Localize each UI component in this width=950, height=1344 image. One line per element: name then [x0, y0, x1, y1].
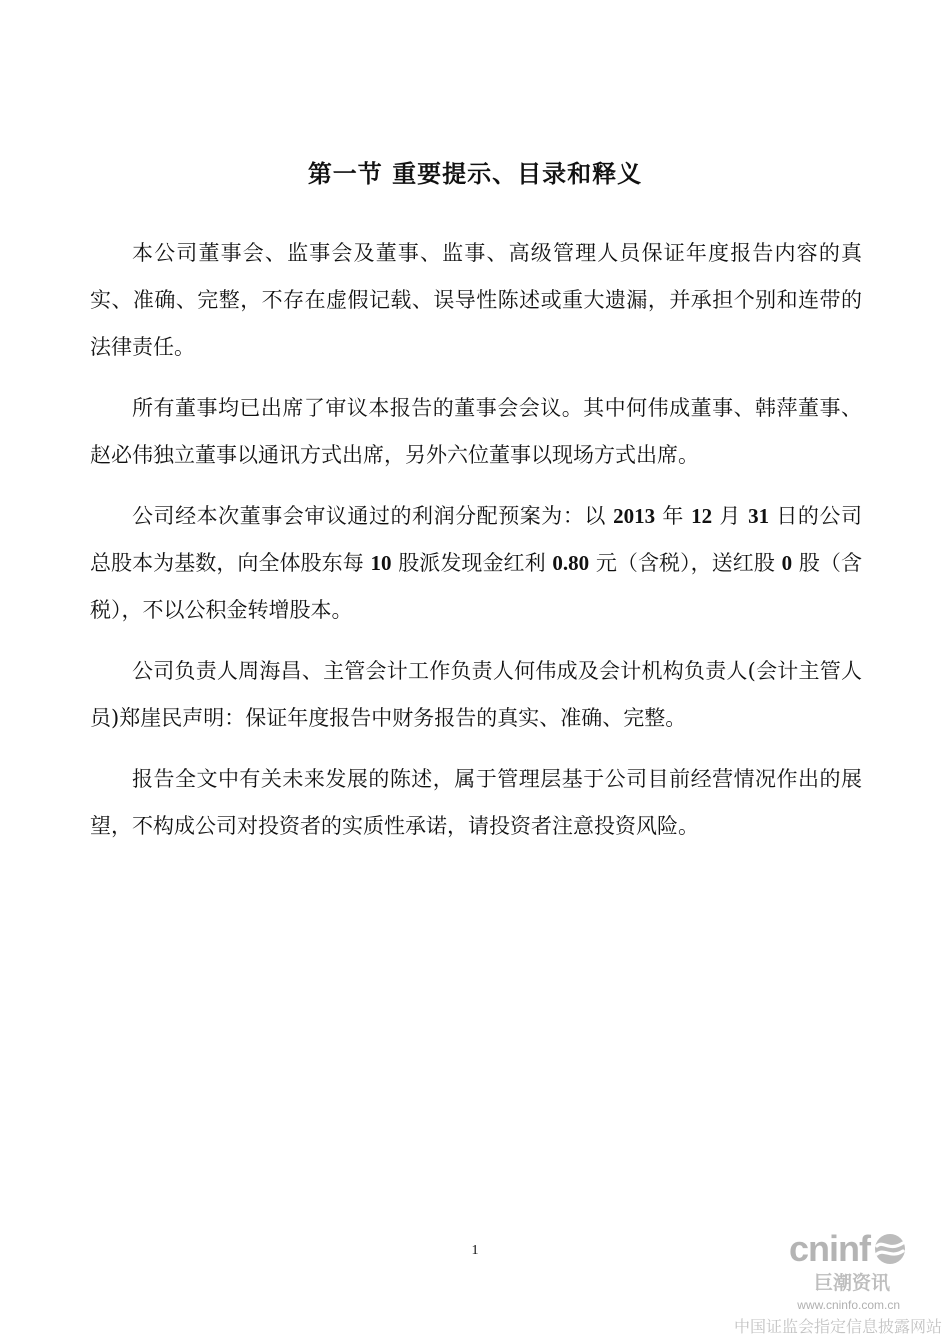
watermark-url: www.cninfo.com.cn: [797, 1298, 900, 1312]
document-body: [90, 230, 862, 864]
text-fragment: 股（含税），不以公积金转增股本。: [90, 551, 862, 622]
paragraph-board-guarantee: 本公司董事会、监事会及董事、监事、高级管理人员保证年度报告内容的真实、准确、完整，不存在虚假记载、误导性陈述或重大遗漏，并承担个别和连带的法律责任。: [90, 241, 862, 359]
page-title: 第一节 重要提示、目录和释义: [307, 159, 643, 188]
bonus-shares: 0: [781, 551, 793, 575]
record-month: 12: [691, 504, 713, 528]
watermark-chinese-name: 巨潮资讯: [813, 1272, 890, 1294]
watermark-brand: cninf: [789, 1228, 870, 1269]
text-fragment: 年: [655, 504, 692, 528]
text-fragment: 月: [712, 504, 749, 528]
cninfo-wave-icon: [872, 1232, 908, 1266]
text-fragment: 元（含税），送红股: [589, 551, 782, 575]
share-count: 10: [370, 551, 392, 575]
text-fragment: 日的公司总股本为基数，向全体股东每: [90, 504, 862, 575]
watermark-slogan: 中国证监会指定信息披露网站: [733, 1317, 942, 1336]
paragraph-profit-distribution: [90, 493, 862, 634]
record-year: 2013: [613, 504, 656, 528]
paragraph-director-attendance: 所有董事均已出席了审议本报告的董事会会议。其中何伟成董事、韩萍董事、赵必伟独立董事以通讯方式出席，另外六位董事以现场方式出席。: [90, 396, 862, 467]
paragraph-financial-statement-declaration: 公司负责人周海昌、主管会计工作负责人何伟成及会计机构负责人(会计主管人员)郑崖民声明：保证年度报告中财务报告的真实、准确、完整。: [90, 659, 862, 730]
watermark-brand-row: [789, 1228, 908, 1270]
page-number: 1: [471, 1243, 479, 1258]
paragraph-forward-looking-disclaimer: 报告全文中有关未来发展的陈述，属于管理层基于公司目前经营情况作出的展望，不构成公司对投资者的实质性承诺，请投资者注意投资风险。: [90, 767, 862, 838]
cash-dividend: 0.80: [552, 551, 590, 575]
text-fragment: 股派发现金红利: [391, 551, 553, 575]
cninfo-watermark: [733, 1228, 946, 1340]
text-fragment: 公司经本次董事会审议通过的利润分配预案为：以: [132, 504, 614, 528]
record-day: 31: [748, 504, 770, 528]
